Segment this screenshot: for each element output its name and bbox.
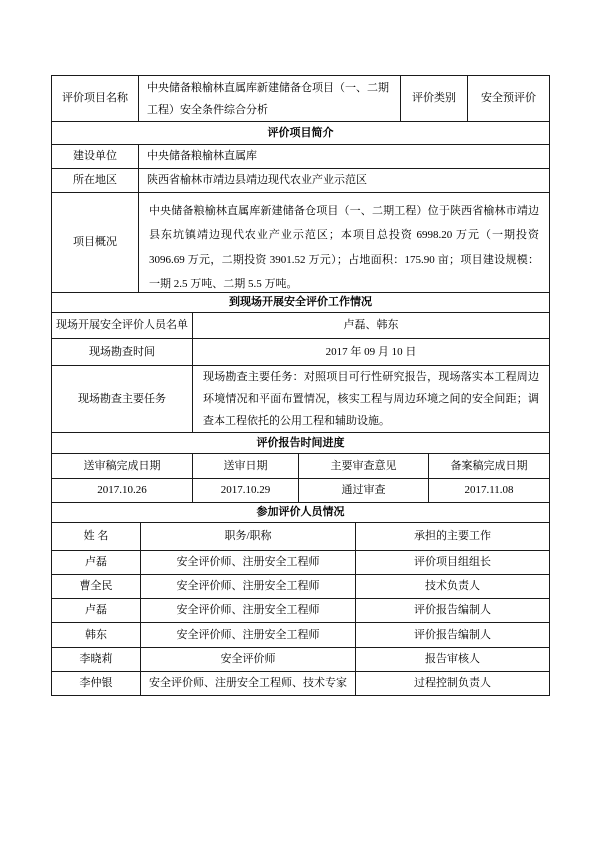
personnel-row <box>52 575 550 599</box>
site-staff-label: 现场开展安全评价人员名单 <box>52 313 193 339</box>
personnel-col-work: 承担的主要工作 <box>356 523 550 551</box>
personnel-row <box>52 648 550 672</box>
personnel-work: 过程控制负责人 <box>356 672 550 696</box>
construction-unit-row <box>52 145 550 169</box>
personnel-work: 评价项目组组长 <box>356 551 550 575</box>
personnel-title: 安全评价师、注册安全工程师 <box>141 599 356 623</box>
project-name-row <box>52 76 550 122</box>
project-overview-label: 项目概况 <box>52 193 139 293</box>
construction-unit-label: 建设单位 <box>52 145 139 169</box>
location-row <box>52 169 550 193</box>
personnel-col-name: 姓 名 <box>52 523 141 551</box>
personnel-section-title: 参加评价人员情况 <box>52 503 550 523</box>
project-overview-row <box>52 193 550 293</box>
personnel-title: 安全评价师、注册安全工程师 <box>141 623 356 648</box>
personnel-name: 韩东 <box>52 623 141 648</box>
personnel-name: 李晓莉 <box>52 648 141 672</box>
personnel-title: 安全评价师 <box>141 648 356 672</box>
survey-task-value: 现场勘查主要任务：对照项目可行性研究报告，现场落实本工程周边环境情况和平面布置情况，核实工程与周边环境之间的安全间距；调查本工程依托的公用工程和辅助设施。 <box>193 366 550 433</box>
schedule-col-review-date: 送审日期 <box>193 454 299 479</box>
personnel-row <box>52 551 550 575</box>
personnel-name: 曹全民 <box>52 575 141 599</box>
personnel-work: 技术负责人 <box>356 575 550 599</box>
personnel-section-header <box>52 503 550 523</box>
survey-date-row <box>52 339 550 366</box>
schedule-value-row <box>52 479 550 503</box>
survey-date-value: 2017 年 09 月 10 日 <box>193 339 550 366</box>
personnel-row <box>52 623 550 648</box>
personnel-row <box>52 599 550 623</box>
schedule-col-draft-date: 送审稿完成日期 <box>52 454 193 479</box>
personnel-title: 安全评价师、注册安全工程师 <box>141 551 356 575</box>
construction-unit-value: 中央储备粮榆林直属库 <box>139 145 550 169</box>
location-value: 陕西省榆林市靖边县靖边现代农业产业示范区 <box>139 169 550 193</box>
personnel-header-row <box>52 523 550 551</box>
project-name-value: 中央储备粮榆林直属库新建储备仓项目（一、二期工程）安全条件综合分析 <box>139 76 401 122</box>
site-staff-row <box>52 313 550 339</box>
project-name-label: 评价项目名称 <box>52 76 139 122</box>
intro-section-header <box>52 122 550 145</box>
schedule-draft-date: 2017.10.26 <box>52 479 193 503</box>
schedule-col-review-opinion: 主要审查意见 <box>299 454 429 479</box>
site-work-section-header <box>52 293 550 313</box>
personnel-name: 李仲银 <box>52 672 141 696</box>
location-label: 所在地区 <box>52 169 139 193</box>
schedule-section-title: 评价报告时间进度 <box>52 433 550 454</box>
schedule-section-header <box>52 433 550 454</box>
project-overview-value: 中央储备粮榆林直属库新建储备仓项目（一、二期工程）位于陕西省榆林市靖边县东坑镇靖边现代农业产业示范区；本项目总投资 6998.20 万元（一期投资 3096.69 万元，二期投资 3901.52 万元）；占地面积：175.90 亩；项目建设规模：一期 2.5 万吨、二期 5.5 万吨。 <box>139 193 550 293</box>
schedule-record-date: 2017.11.08 <box>429 479 550 503</box>
personnel-title: 安全评价师、注册安全工程师、技术专家 <box>141 672 356 696</box>
personnel-name: 卢磊 <box>52 599 141 623</box>
site-staff-value: 卢磊、韩东 <box>193 313 550 339</box>
personnel-work: 评价报告编制人 <box>356 623 550 648</box>
category-value: 安全预评价 <box>468 76 550 122</box>
schedule-review-opinion: 通过审查 <box>299 479 429 503</box>
personnel-row <box>52 672 550 696</box>
survey-task-row <box>52 366 550 433</box>
personnel-title: 安全评价师、注册安全工程师 <box>141 575 356 599</box>
category-label: 评价类别 <box>401 76 468 122</box>
personnel-work: 报告审核人 <box>356 648 550 672</box>
schedule-header-row <box>52 454 550 479</box>
personnel-col-title: 职务/职称 <box>141 523 356 551</box>
intro-section-title: 评价项目简介 <box>52 122 550 145</box>
evaluation-form-table <box>51 75 550 696</box>
personnel-work: 评价报告编制人 <box>356 599 550 623</box>
personnel-name: 卢磊 <box>52 551 141 575</box>
schedule-review-date: 2017.10.29 <box>193 479 299 503</box>
survey-task-label: 现场勘查主要任务 <box>52 366 193 433</box>
schedule-col-record-date: 备案稿完成日期 <box>429 454 550 479</box>
survey-date-label: 现场勘查时间 <box>52 339 193 366</box>
site-work-section-title: 到现场开展安全评价工作情况 <box>52 293 550 313</box>
